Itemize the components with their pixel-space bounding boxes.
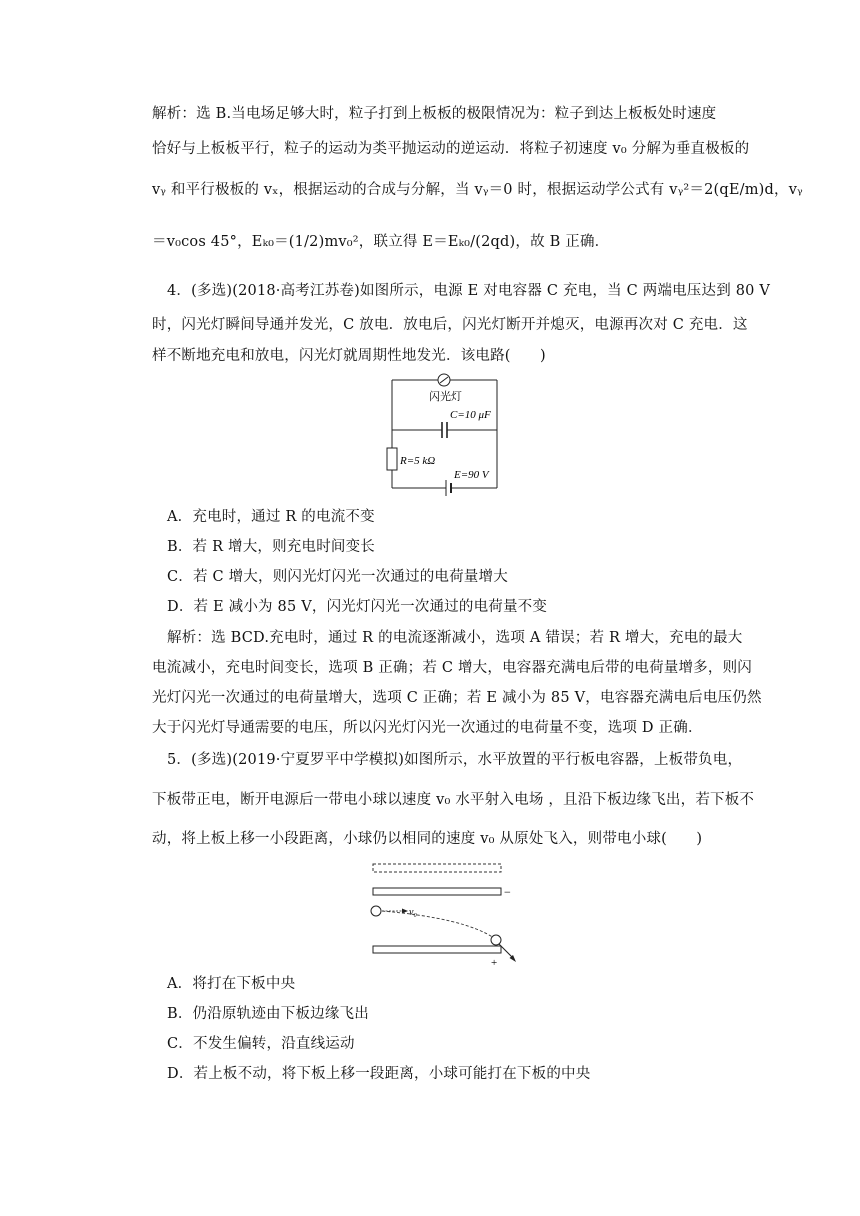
- analysis-prev-line-2: 恰好与上板板平行，粒子的运动为类平抛运动的逆运动．将粒子初速度 v₀ 分解为垂直极板的: [152, 141, 750, 157]
- q5-option-d: D．若上板不动，将下板上移一段距离，小球可能打在下板的中央: [167, 1066, 591, 1082]
- analysis-prev-line-3: vᵧ 和平行极板的 vₓ，根据运动的合成与分解，当 vᵧ＝0 时，根据运动学公式有 vᵧ²＝2(qE/m)d，vᵧ: [152, 182, 803, 198]
- minus-sign: −: [504, 885, 511, 899]
- q4-option-c: C．若 C 增大，则闪光灯闪光一次通过的电荷量增大: [167, 569, 508, 585]
- q4-analysis-line-1: 解析：选 BCD.充电时，通过 R 的电流逐渐减小，选项 A 错误；若 R 增大，充电的最大: [167, 630, 743, 646]
- parallel-plate-diagram: [364, 858, 524, 970]
- q4-line-3: 样不断地充电和放电，闪光灯就周期性地发光．该电路( ): [152, 348, 546, 364]
- upper-plate: [373, 888, 501, 895]
- moved-upper-plate: [373, 864, 501, 872]
- plus-sign: +: [491, 957, 498, 969]
- q5-option-c: C．不发生偏转，沿直线运动: [167, 1036, 355, 1052]
- q4-line-2: 时，闪光灯瞬间导通并发光，C 放电．放电后，闪光灯断开并熄灭，电源再次对 C 充电．这: [152, 317, 748, 333]
- q5-option-a: A．将打在下板中央: [167, 976, 296, 992]
- q4-option-a: A．充电时，通过 R 的电流不变: [167, 509, 375, 525]
- q5-line-1: 5．(多选)(2019·宁夏罗平中学模拟)如图所示，水平放置的平行板电容器，上板带负电，: [167, 752, 743, 768]
- resistor-label: R=5 kΩ: [400, 455, 436, 467]
- velocity-label: v₀: [409, 907, 417, 918]
- resistor-icon: [387, 448, 397, 470]
- q4-option-b: B．若 R 增大，则充电时间变长: [167, 539, 375, 555]
- lower-plate: [373, 946, 501, 953]
- capacitor-label: C=10 μF: [450, 409, 491, 421]
- analysis-prev-line-4: ＝v₀cos 45°，Eₖ₀＝(1/2)mv₀²，联立得 E＝Eₖ₀/(2qd)，故 B 正确．: [152, 234, 610, 250]
- flash-lamp-circuit-diagram: [380, 370, 510, 496]
- q4-option-d: D．若 E 减小为 85 V，闪光灯闪光一次通过的电荷量不变: [167, 599, 548, 615]
- q4-analysis-line-4: 大于闪光灯导通需要的电压，所以闪光灯闪光一次通过的电荷量不变，选项 D 正确．: [152, 720, 703, 736]
- q5-option-b: B．仍沿原轨迹由下板边缘飞出: [167, 1006, 369, 1022]
- lamp-label: 闪光灯: [429, 391, 462, 403]
- battery-label: E=90 V: [454, 469, 489, 481]
- q5-line-2: 下板带正电，断开电源后一带电小球以速度 v₀ 水平射入电场 ，且沿下板边缘飞出，若下板不: [152, 792, 755, 808]
- q4-line-1: 4．(多选)(2018·高考江苏卷)如图所示，电源 E 对电容器 C 充电，当 C 两端电压达到 80 V: [167, 283, 771, 299]
- q4-analysis-line-2: 电流减小，充电时间变长，选项 B 正确；若 C 增大，电容器充满电后带的电荷量增多，则闪: [152, 660, 752, 676]
- charged-ball-icon: [371, 906, 381, 916]
- q4-analysis-line-3: 光灯闪光一次通过的电荷量增大，选项 C 正确；若 E 减小为 85 V，电容器充满电后电压仍然: [152, 690, 762, 706]
- trajectory-path: [382, 911, 494, 938]
- analysis-prev-line-1: 解析：选 B.当电场足够大时，粒子打到上板板的极限情况为：粒子到达上板板处时速度: [152, 106, 717, 122]
- q5-line-3: 动，将上板上移一小段距离，小球仍以相同的速度 v₀ 从原处飞入，则带电小球( ): [152, 831, 703, 847]
- ball-at-edge-icon: [491, 935, 501, 945]
